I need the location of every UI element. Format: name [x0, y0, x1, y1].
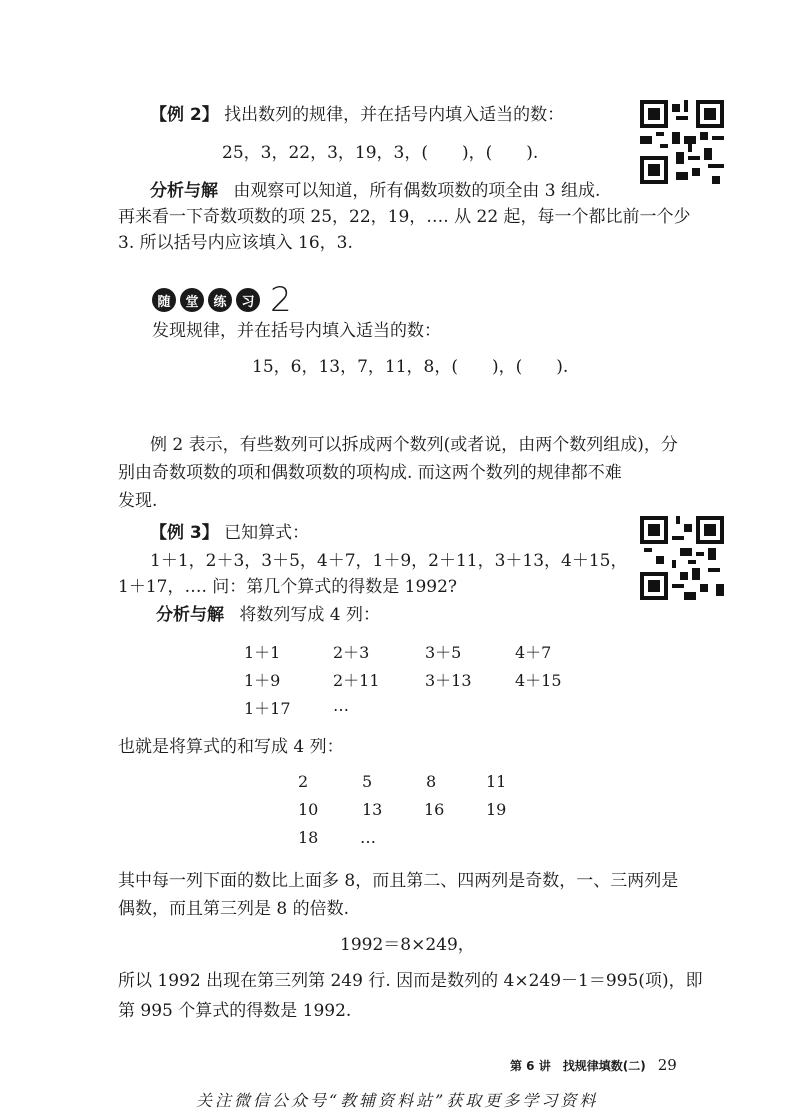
- final-line: 所以 1992 出现在第三列第 249 行. 因而是数列的 4×249－1＝995(项)，即: [118, 971, 703, 991]
- table-cell: 4＋7: [515, 643, 552, 662]
- chapter-title: 第 6 讲 找规律填数(二): [510, 1059, 646, 1073]
- example2-heading: [150, 100, 564, 130]
- example3-heading: [150, 518, 309, 548]
- qr-code-example3[interactable]: [640, 516, 724, 600]
- page-number: 29: [657, 1056, 677, 1074]
- table-cell: …: [360, 828, 376, 847]
- table-cell: 13: [362, 800, 383, 819]
- table-cell: 2＋3: [333, 643, 370, 662]
- conclusion-line: 偶数，而且第三列是 8 的倍数.: [118, 899, 350, 919]
- table-cell: 18: [298, 828, 319, 847]
- practice-heading: [152, 280, 292, 320]
- table-cell: …: [333, 696, 349, 715]
- table-cell: 3＋5: [425, 643, 462, 662]
- table-cell: 1＋9: [244, 671, 281, 690]
- remark-line: 例 2 表示，有些数列可以拆成两个数列(或者说，由两个数列组成)，分: [150, 435, 678, 455]
- practice-badge: 习: [236, 288, 260, 312]
- table-cell: 1＋1: [244, 643, 281, 662]
- example3-line: 1＋17，…. 问：第几个算式的得数是 1992?: [118, 577, 458, 597]
- table-cell: 16: [424, 800, 445, 819]
- practice-badge: 练: [208, 288, 232, 312]
- practice-sequence: 15，6，13，7，11，8，( )，( ).: [252, 357, 569, 377]
- practice-number: 2: [270, 280, 292, 320]
- table-cell: 11: [486, 772, 507, 791]
- analysis-text: 由观察可以知道，所有偶数项数的项全由 3 组成.: [233, 181, 601, 201]
- table-cell: 10: [298, 800, 319, 819]
- example2-sequence: 25，3，22，3，19，3，( )，( ).: [222, 143, 539, 163]
- equation: 1992＝8×249，: [340, 935, 475, 955]
- analysis-line: 再来看一下奇数项数的项 25，22，19，…. 从 22 起，每一个都比前一个少: [118, 207, 691, 227]
- analysis-text: 将数列写成 4 列：: [239, 605, 381, 625]
- analysis-line: 3. 所以括号内应该填入 16，3.: [118, 233, 353, 253]
- table-cell: 5: [362, 772, 373, 791]
- remark-line: 别由奇数项数的项和偶数项数的项构成. 而这两个数列的规律都不难: [118, 463, 622, 483]
- analysis-label: 分析与解: [156, 605, 224, 625]
- page-footer: [510, 1056, 677, 1074]
- example2-question: 找出数列的规律，并在括号内填入适当的数：: [224, 105, 565, 125]
- example3-question: 已知算式：: [224, 523, 310, 543]
- example3-line: 1＋1，2＋3，3＋5，4＋7，1＋9，2＋11，3＋13，4＋15，: [150, 551, 628, 571]
- table-cell: 19: [486, 800, 507, 819]
- table-cell: 3＋13: [425, 671, 472, 690]
- practice-text: 发现规律，并在括号内填入适当的数：: [152, 321, 441, 341]
- sum-text: 也就是将算式的和写成 4 列：: [118, 737, 344, 757]
- analysis-label: 分析与解: [150, 181, 218, 201]
- table-cell: 2＋11: [333, 671, 380, 690]
- practice-badge: 随: [152, 288, 176, 312]
- table-cell: 1＋17: [244, 699, 291, 718]
- qr-code-example2[interactable]: [640, 100, 724, 184]
- table-cell: 2: [298, 772, 309, 791]
- remark-line: 发现.: [118, 491, 158, 511]
- table-cell: 4＋15: [515, 671, 562, 690]
- conclusion-line: 其中每一列下面的数比上面多 8，而且第二、四两列是奇数，一、三两列是: [118, 871, 679, 891]
- practice-badge: 堂: [180, 288, 204, 312]
- table-cell: 8: [426, 772, 437, 791]
- example3-label: 【例 3】: [150, 523, 219, 543]
- watermark-note: 关注微信公众号“教辅资料站”获取更多学习资料: [196, 1091, 599, 1110]
- final-line: 第 995 个算式的得数是 1992.: [118, 1001, 352, 1021]
- example2-label: 【例 2】: [150, 105, 219, 125]
- example3-analysis: [156, 600, 380, 630]
